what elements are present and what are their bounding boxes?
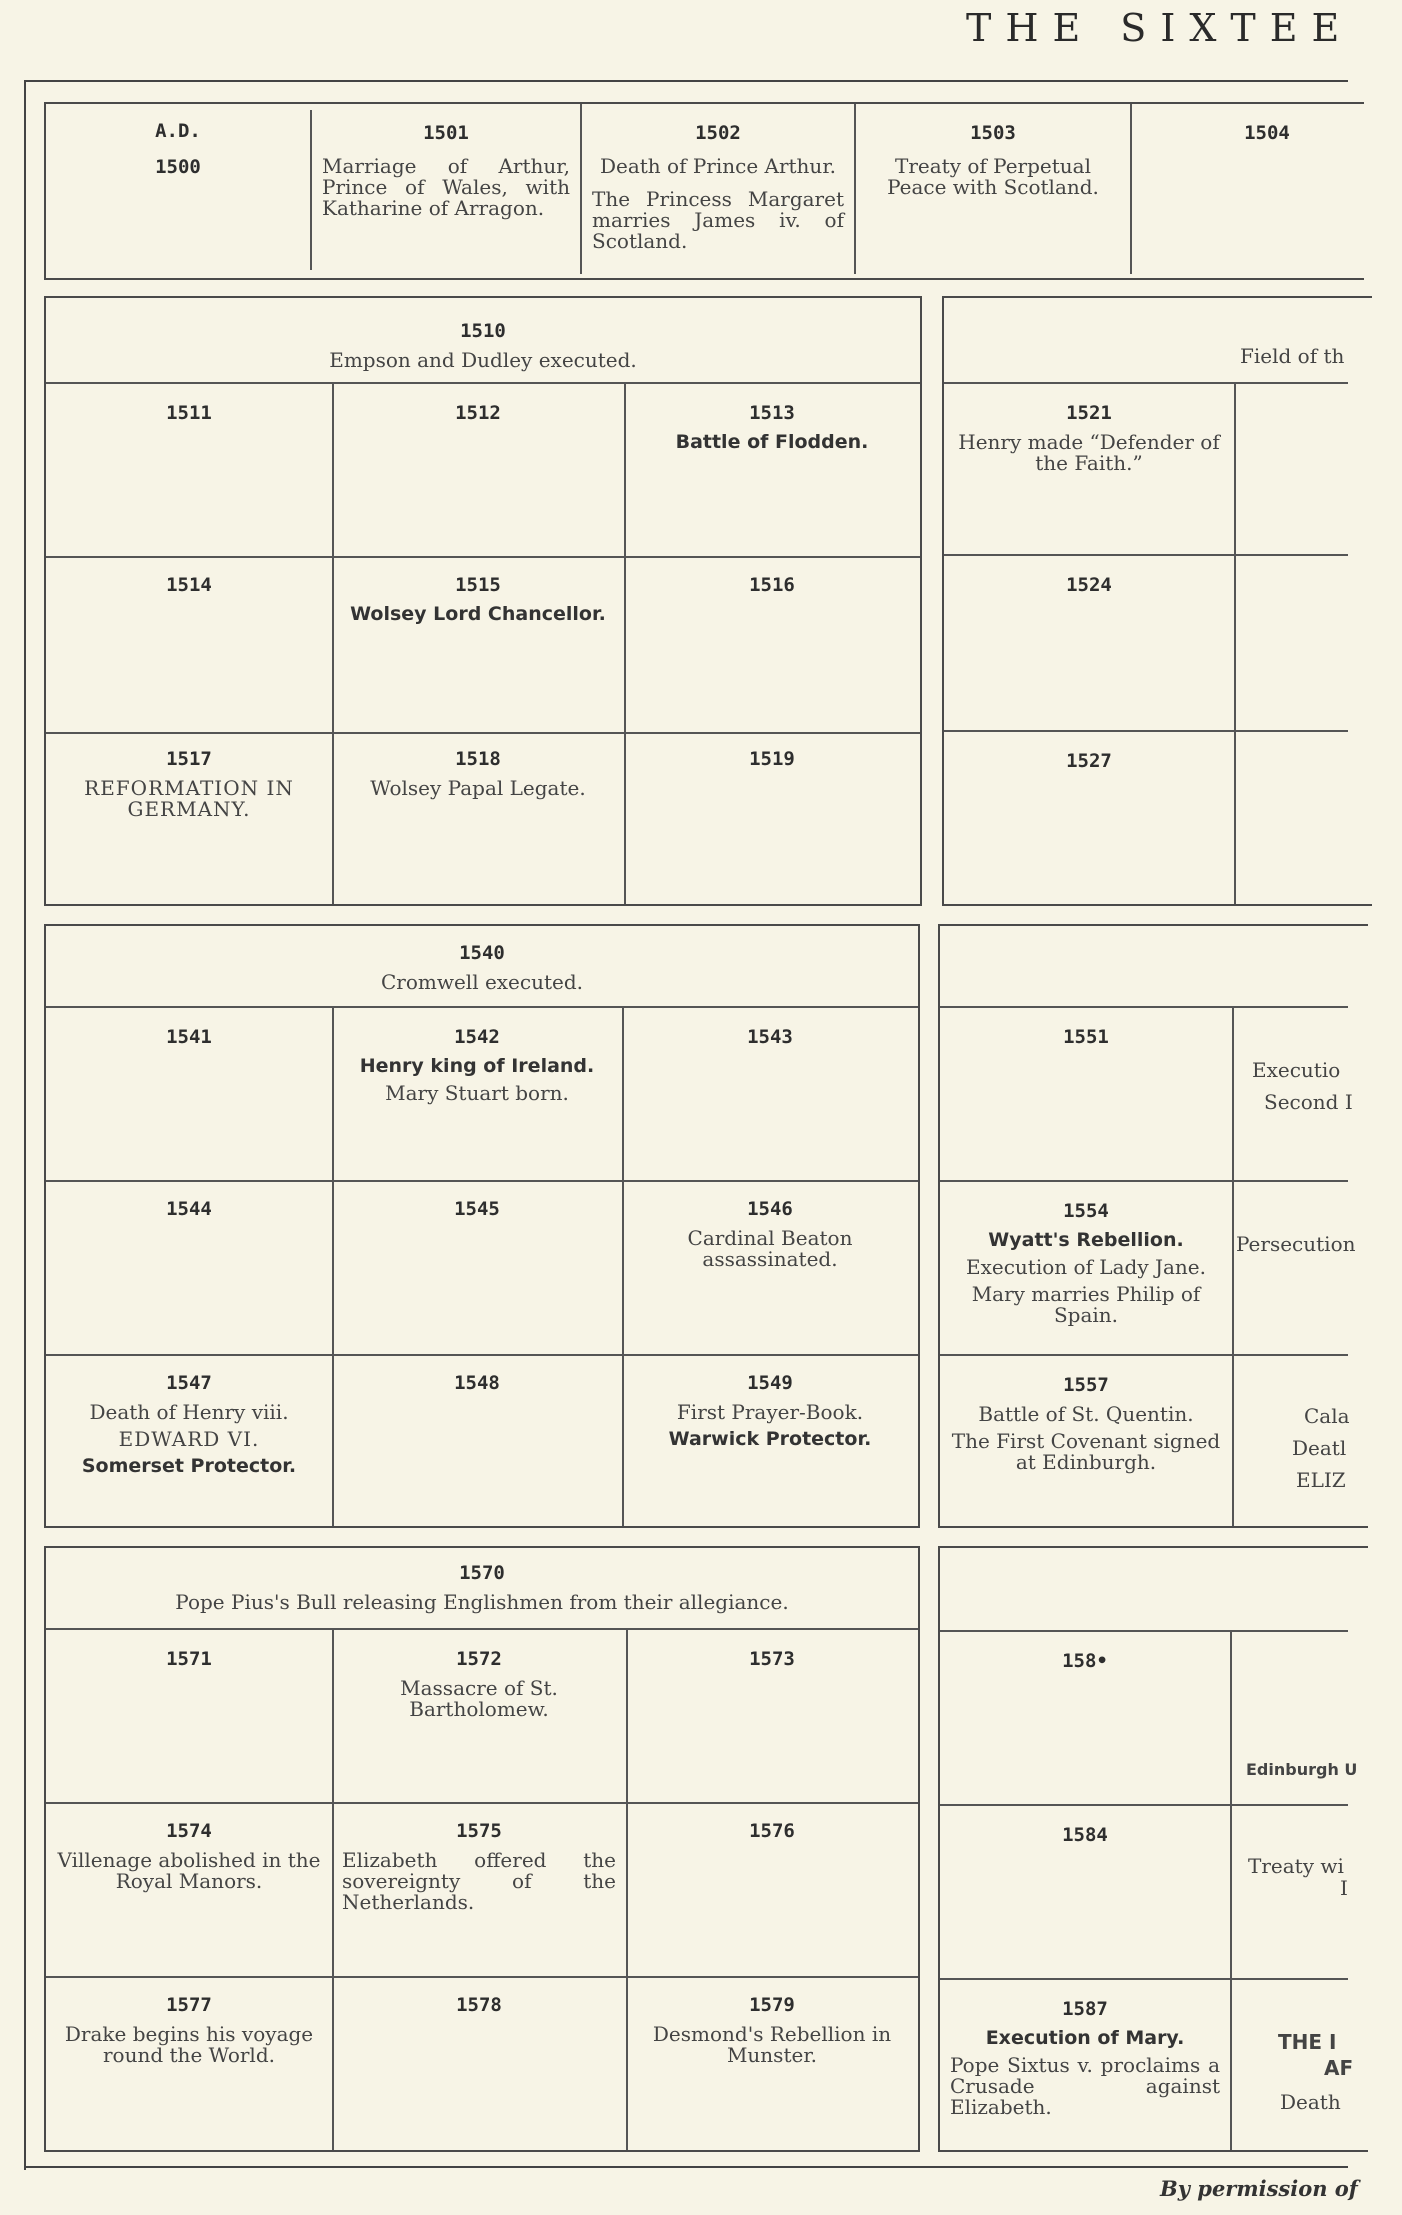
year-label: 1574 [166, 1820, 212, 1842]
event-text: Pope Sixtus v. proclaims a Crusade against Elizabeth. [950, 2053, 1220, 2119]
year-label: 1519 [749, 748, 795, 770]
cell-1514 [46, 556, 332, 730]
year-label: 1515 [455, 574, 501, 596]
event-text: Death [1280, 2090, 1341, 2114]
year-label: 1514 [166, 574, 212, 596]
event-text: Persecution [1236, 1232, 1356, 1256]
event-text: Henry made “Defender of the Faith.” [958, 430, 1220, 475]
event-text: First Prayer-Book. [676, 1400, 864, 1424]
year-label: 1578 [456, 1994, 502, 2016]
year-label: 1546 [747, 1198, 793, 1220]
event-text: ELIZ [1296, 1468, 1346, 1492]
cell-1549 [622, 1354, 918, 1526]
event-text: Deatl [1292, 1436, 1347, 1460]
event-text: Cromwell executed. [380, 970, 584, 994]
block-1570-head [46, 1548, 918, 1628]
cell-1543 [622, 1008, 918, 1180]
year-label: 1541 [166, 1026, 212, 1048]
left-margin-rule [24, 80, 26, 2170]
year-label: 1543 [747, 1026, 793, 1048]
cell-1515 [332, 556, 624, 730]
year-label: 1503 [970, 122, 1016, 144]
event-text: THE I [1278, 2030, 1337, 2054]
year-label: 1516 [749, 574, 795, 596]
event-text: Massacre of St. Bartholomew. [400, 1676, 558, 1721]
year-label: 1501 [423, 122, 469, 144]
cell-ad-1500 [46, 104, 310, 274]
year-label: 1518 [455, 748, 501, 770]
cell-1551 [940, 1008, 1232, 1180]
cell-1584 [940, 1806, 1230, 1978]
event-text: Mary marries Philip of Spain. [971, 1282, 1201, 1327]
cell-1544 [46, 1180, 332, 1354]
event-text: Marriage of Arthur, Prince of Wales, with Katharine of Arragon. [322, 154, 570, 220]
event-text: Death of Prince Arthur. [599, 154, 837, 178]
event-text: Second I [1264, 1090, 1353, 1114]
cell-1576 [626, 1802, 918, 1976]
event-text: Mary Stuart born. [385, 1081, 569, 1105]
event-text: Cardinal Beaton assassinated. [687, 1226, 853, 1271]
cell-1518 [332, 730, 624, 902]
cell-1578 [332, 1976, 626, 2148]
cell-1547 [46, 1354, 332, 1526]
page-title: THE SIXTEE [966, 6, 1354, 50]
event-text: Execution of Mary. [985, 2027, 1185, 2049]
event-text: Execution of Lady Jane. [966, 1255, 1206, 1279]
event-text: Treaty wi [1248, 1854, 1344, 1878]
cell-1546 [622, 1180, 918, 1354]
top-rule [24, 80, 1348, 82]
bottom-rule [24, 2166, 1348, 2168]
year-label: 1549 [747, 1372, 793, 1394]
event-text: Death of Henry viii. [89, 1400, 289, 1424]
cell-1512 [332, 384, 624, 556]
cell-1572 [332, 1630, 626, 1802]
year-label: 1573 [749, 1648, 795, 1670]
divider [1230, 1632, 1232, 2150]
event-text: Elizabeth offered the sovereignty of the Netherlands. [342, 1848, 616, 1914]
year-label: 1512 [455, 402, 501, 424]
year-label: 1547 [166, 1372, 212, 1394]
year-label: 1502 [695, 122, 741, 144]
year-label: 1584 [1062, 1824, 1108, 1846]
year-label: 1517 [166, 748, 212, 770]
year-label: 1527 [1066, 750, 1112, 772]
year-label: 1500 [155, 156, 201, 178]
year-label: 1521 [1066, 402, 1112, 424]
year-label: 1545 [454, 1198, 500, 1220]
cell-1501 [312, 104, 580, 274]
cell-1574 [46, 1802, 332, 1976]
year-label: 1548 [454, 1372, 500, 1394]
divider [1234, 384, 1236, 904]
cell-1542 [332, 1008, 622, 1180]
year-label: 1554 [1063, 1200, 1109, 1222]
cell-1579 [626, 1976, 918, 2148]
event-text: I [1340, 1876, 1348, 1900]
divider [1232, 1008, 1234, 1526]
year-label: 1571 [166, 1648, 212, 1670]
year-label: 1579 [749, 1994, 795, 2016]
cell-1503 [856, 104, 1130, 274]
cell-1577 [46, 1976, 332, 2148]
cell-1554 [940, 1182, 1232, 1354]
year-label: 1540 [459, 942, 505, 964]
event-text: Villenage abolished in the Royal Manors. [57, 1848, 321, 1893]
cell-1587 [940, 1980, 1230, 2150]
event-text: Warwick Protector. [668, 1428, 872, 1450]
year-label: 1557 [1063, 1374, 1109, 1396]
year-label: 1510 [460, 320, 506, 342]
year-label: 1544 [166, 1198, 212, 1220]
event-text: REFORMATION IN GERMANY. [84, 776, 294, 821]
cell-1575 [332, 1802, 626, 1976]
year-label: 1504 [1244, 122, 1290, 144]
year-label: 1572 [456, 1648, 502, 1670]
year-label: 1551 [1063, 1026, 1109, 1048]
era-label: A.D. [155, 120, 201, 142]
cell-1519 [624, 730, 920, 902]
cell-1580 [940, 1632, 1230, 1804]
event-text: Executio [1252, 1058, 1341, 1082]
year-label: 1577 [166, 1994, 212, 2016]
event-text: The Princess Margaret marries James iv. of Scotland. [592, 187, 844, 253]
cell-1571 [46, 1630, 332, 1802]
year-label: 1524 [1066, 574, 1112, 596]
event-text: Wyatt's Rebellion. [988, 1229, 1184, 1251]
cell-1545 [332, 1180, 622, 1354]
year-label: 1570 [459, 1562, 505, 1584]
event-text: Wolsey Papal Legate. [370, 776, 586, 800]
cell-1573 [626, 1630, 918, 1802]
cell-1524 [944, 556, 1234, 730]
event-text: Cala [1304, 1404, 1350, 1428]
event-text: AF [1324, 2056, 1354, 2080]
block-1510-head [46, 298, 920, 382]
footer-credit: By permission of [1160, 2176, 1358, 2201]
year-label: 1575 [456, 1820, 502, 1842]
event-text: Treaty of Perpetual Peace with Scotland. [887, 154, 1099, 199]
event-text: Edinburgh U [1246, 1760, 1358, 1779]
cell-1517 [46, 730, 332, 902]
event-text: Pope Pius's Bull releasing Englishmen from their allegiance. [175, 1590, 789, 1614]
cell-1541 [46, 1008, 332, 1180]
cell-1548 [332, 1354, 622, 1526]
event-text: Empson and Dudley executed. [329, 348, 637, 372]
event-text: Field of th [1240, 344, 1345, 368]
event-text: The First Covenant signed at Edinburgh. [951, 1429, 1221, 1474]
event-text: Battle of St. Quentin. [978, 1402, 1194, 1426]
year-label: 1513 [749, 402, 795, 424]
event-text: Wolsey Lord Chancellor. [350, 603, 606, 625]
year-label: 1511 [166, 402, 212, 424]
event-text: Henry king of Ireland. [359, 1055, 595, 1077]
cell-1527 [944, 732, 1234, 904]
year-label: 158• [1062, 1650, 1108, 1672]
event-text: Somerset Protector. [81, 1455, 297, 1477]
block-1540-head [46, 926, 918, 1006]
year-label: 1542 [454, 1026, 500, 1048]
cell-1516 [624, 556, 920, 730]
cell-1511 [46, 384, 332, 556]
cell-1502 [582, 104, 854, 274]
cell-1513 [624, 384, 920, 556]
event-text: Battle of Flodden. [675, 431, 869, 453]
event-text: EDWARD VI. [118, 1427, 260, 1451]
cell-1504 [1132, 104, 1402, 274]
cell-1557 [940, 1356, 1232, 1526]
year-label: 1587 [1062, 1998, 1108, 2020]
year-label: 1576 [749, 1820, 795, 1842]
cell-1521 [944, 384, 1234, 554]
event-text: Desmond's Rebellion in Munster. [652, 2022, 892, 2067]
event-text: Drake begins his voyage round the World. [64, 2022, 314, 2067]
